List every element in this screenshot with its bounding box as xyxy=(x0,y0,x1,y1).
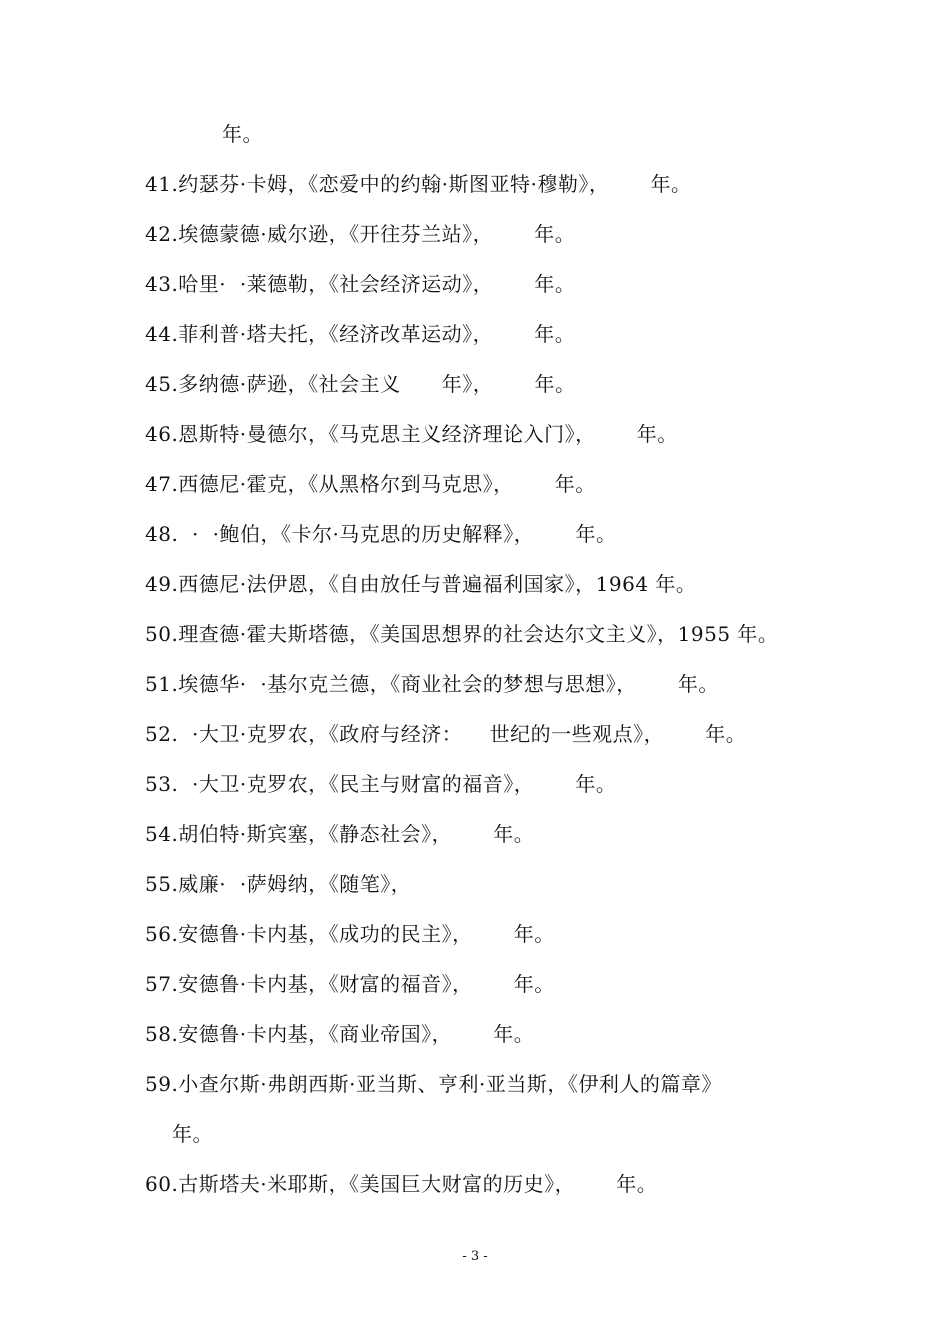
text-line: 41.约瑟芬·卡姆，《恋爱中的约翰·斯图亚特·穆勒》， 年。 xyxy=(145,172,692,196)
text-line: 47.西德尼·霍克，《从黑格尔到马克思》， 年。 xyxy=(145,472,596,496)
text-line: 50.理查德·霍夫斯塔德，《美国思想界的社会达尔文主义》，1955 年。 xyxy=(145,622,779,646)
text-line: 60.古斯塔夫·米耶斯，《美国巨大财富的历史》， 年。 xyxy=(145,1172,658,1196)
text-line: 59.小查尔斯·弗朗西斯·亚当斯、亨利·亚当斯，《伊利人的篇章》 xyxy=(145,1072,722,1096)
text-line: 56.安德鲁·卡内基，《成功的民主》， 年。 xyxy=(145,922,555,946)
text-line: 48. · ·鲍伯，《卡尔·马克思的历史解释》， 年。 xyxy=(145,522,617,546)
text-line: 51.埃德华· ·基尔克兰德，《商业社会的梦想与思想》， 年。 xyxy=(145,672,719,696)
text-line: 55.威廉· ·萨姆纳，《随笔》， xyxy=(145,872,412,896)
text-line: 53. ·大卫·克罗农，《民主与财富的福音》， 年。 xyxy=(145,772,617,796)
text-line: 58.安德鲁·卡内基，《商业帝国》， 年。 xyxy=(145,1022,535,1046)
text-line: 46.恩斯特·曼德尔，《马克思主义经济理论入门》， 年。 xyxy=(145,422,678,446)
text-line: 年。 xyxy=(172,1122,213,1146)
text-line: 42.埃德蒙德·威尔逊，《开往芬兰站》， 年。 xyxy=(145,222,576,246)
text-line: 45.多纳德·萨逊，《社会主义 年》， 年。 xyxy=(145,372,576,396)
text-line: 54.胡伯特·斯宾塞，《静态社会》， 年。 xyxy=(145,822,535,846)
text-line: 52. ·大卫·克罗农，《政府与经济： 世纪的一些观点》， 年。 xyxy=(145,722,747,746)
text-line: 49.西德尼·法伊恩，《自由放任与普遍福利国家》，1964 年。 xyxy=(145,572,697,596)
text-line: 年。 xyxy=(222,122,263,146)
text-line: 44.菲利普·塔夫托，《经济改革运动》， 年。 xyxy=(145,322,576,346)
text-line: 57.安德鲁·卡内基，《财富的福音》， 年。 xyxy=(145,972,555,996)
text-line: 43.哈里· ·莱德勒，《社会经济运动》， 年。 xyxy=(145,272,576,296)
page-number: - 3 - xyxy=(462,1249,488,1264)
